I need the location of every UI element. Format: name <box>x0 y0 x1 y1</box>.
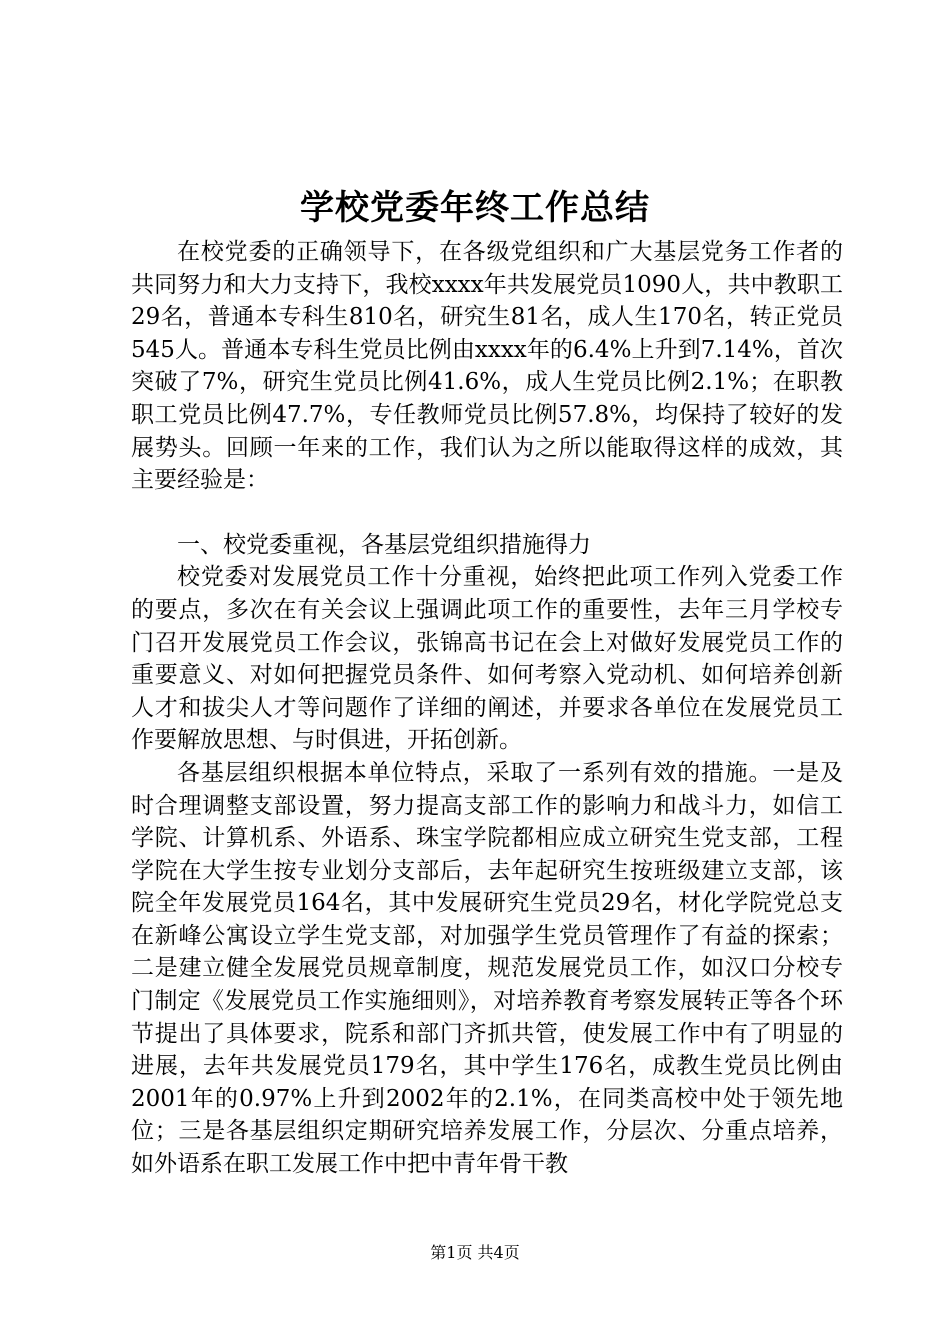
page-number: 第1页 共4页 <box>430 1243 520 1262</box>
section-heading: 一、校党委重视，各基层党组织措施得力 <box>177 531 591 558</box>
paragraph-party-committee: 校党委对发展党员工作十分重视，始终把此项工作列入党委工作的要点，多次在有关会议上强调此项工作的重要性，去年三月学校专门召开发展党员工作会议，张锦高书记在会上对做好发展党员工作的重要意义、对如何把握党员条件、如何考察入党动机、如何培养创新人才和拔尖人才等问题作了详细的阐述，并要求各单位在发展党员工作要解放思想、与时俱进，开拓创新。 <box>131 564 843 754</box>
document-title: 学校党委年终工作总结 <box>300 188 650 228</box>
paragraph-intro: 在校党委的正确领导下，在各级党组织和广大基层党务工作者的共同努力和大力支持下，我校xxxx年共发展党员1090人，共中教职工29名，普通本专科生810名，研究生81名，成人生170名，转正党员545人。普通本专科生党员比例由xxxx年的6.4%上升到7.14%，首次突破了7%，研究生党员比例41.6%，成人生党员比例2.1%；在职教职工党员比例47.7%，专任教师党员比例57.8%，均保持了较好的发展势头。回顾一年来的工作，我们认为之所以能取得这样的成效，其主要经验是： <box>131 239 843 494</box>
document-body <box>131 236 843 1181</box>
paragraph-grassroots-measures: 各基层组织根据本单位特点，采取了一系列有效的措施。一是及时合理调整支部设置，努力提高支部工作的影响力和战斗力，如信工学院、计算机系、外语系、珠宝学院都相应成立研究生党支部，工程学院在大学生按专业划分支部后，去年起研究生按班级建立支部，该院全年发展党员164名，其中发展研究生党员29名，材化学院党总支在新峰公寓设立学生党支部，对加强学生党员管理作了有益的探索；二是建立健全发展党员规章制度，规范发展党员工作，如汉口分校专门制定《发展党员工作实施细则》，对培养教育考察发展转正等各个环节提出了具体要求，院系和部门齐抓共管，使发展工作中有了明显的进展，去年共发展党员179名，其中学生176名，成教生党员比例由2001年的0.97%上升到2002年的2.1%，在同类高校中处于领先地位；三是各基层组织定期研究培养发展工作，分层次、分重点培养，如外语系在职工发展工作中把中青年骨干教 <box>131 759 843 1178</box>
